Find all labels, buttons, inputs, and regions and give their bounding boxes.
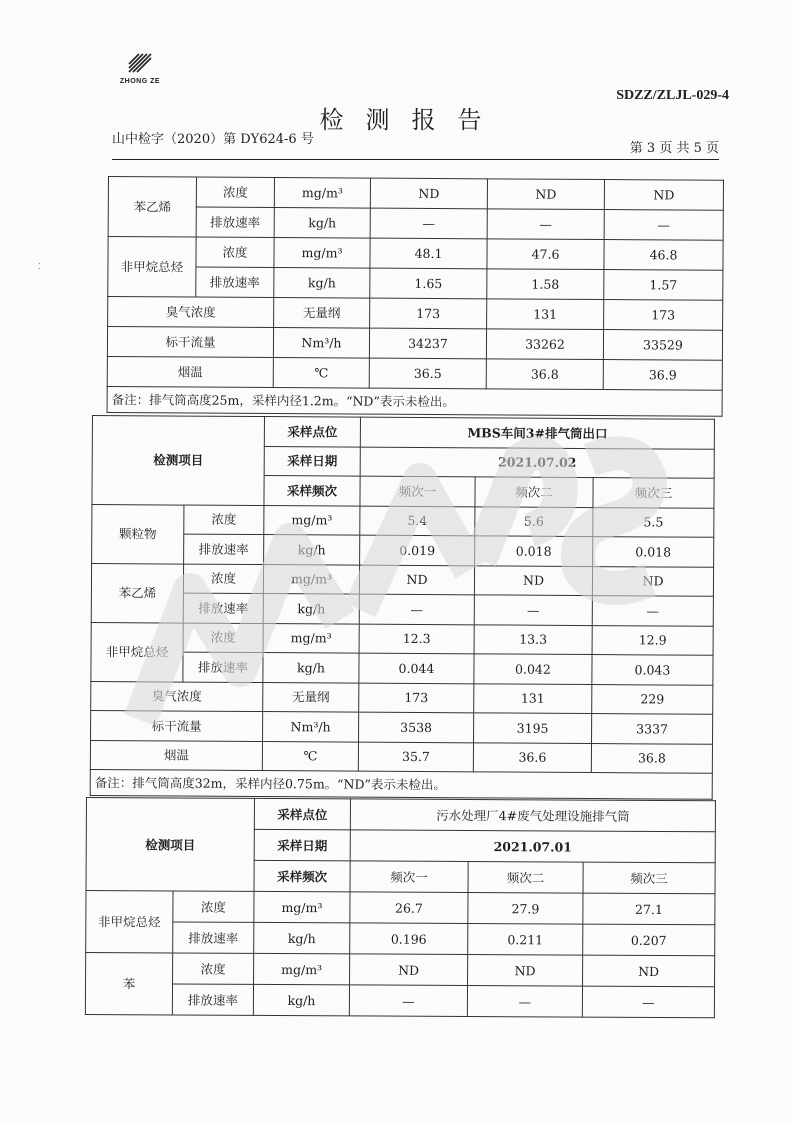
table-row [108, 177, 723, 211]
value-cell: — [370, 208, 487, 239]
value-cell: — [592, 596, 713, 626]
table-row [107, 356, 722, 390]
value-cell: ND [583, 955, 715, 987]
results-table-1 [107, 176, 724, 417]
value-cell: ND [370, 178, 487, 209]
item-name: 苯乙烯 [108, 177, 196, 238]
value-cell: 0.196 [350, 923, 468, 955]
unit-cell: 无量纲 [263, 682, 359, 712]
results-table-3 [85, 797, 716, 1018]
table-row [86, 922, 715, 956]
value-cell: 33529 [603, 330, 722, 361]
value-cell: 1.57 [604, 270, 723, 301]
unit-cell: mg/m³ [263, 564, 359, 594]
table-row [91, 622, 713, 655]
value-cell: 5.5 [593, 507, 714, 537]
report-number: 山中检字（2020）第 DY624-6 号 [112, 132, 314, 147]
unit-cell: kg/h [253, 984, 349, 1016]
sub-item: 排放速率 [183, 652, 263, 682]
sub-item: 浓度 [183, 564, 263, 594]
value-cell: 0.043 [592, 655, 713, 685]
value-cell: 36.8 [486, 359, 603, 390]
note-row [107, 386, 722, 416]
value-cell: 35.7 [358, 742, 473, 772]
unit-cell: mg/m³ [254, 891, 350, 923]
table-row [108, 207, 723, 241]
unit-cell: 无量纲 [274, 298, 370, 329]
value-cell: 229 [592, 684, 713, 714]
header-divider [112, 159, 719, 160]
point-label: 采样点位 [254, 798, 350, 830]
table-row [86, 891, 715, 925]
results-table-2 [90, 415, 715, 800]
freq-2: 频次二 [468, 862, 583, 894]
value-cell: 0.019 [360, 535, 475, 565]
item-name: 臭气浓度 [108, 297, 274, 328]
sub-item: 排放速率 [196, 267, 274, 297]
unit-cell: mg/m³ [264, 505, 360, 535]
value-cell: ND [359, 565, 474, 595]
sub-item: 排放速率 [173, 922, 254, 953]
sampling-point: 污水处理厂4#废气处理设施排气筒 [350, 799, 715, 832]
table-row [91, 710, 713, 743]
company-logo [116, 50, 164, 85]
item-name: 标干流量 [91, 710, 263, 741]
value-cell: 33262 [486, 329, 603, 360]
value-cell: 36.9 [603, 360, 722, 391]
unit-cell: kg/h [274, 208, 370, 239]
freq-label: 采样频次 [254, 860, 350, 892]
unit-cell: Nm³/h [273, 328, 369, 359]
value-cell: 173 [604, 300, 723, 331]
freq-label: 采样频次 [264, 476, 360, 506]
unit-cell: kg/h [263, 653, 359, 683]
value-cell: 131 [474, 683, 592, 713]
value-cell: 13.3 [474, 624, 592, 654]
freq-1: 频次一 [350, 861, 468, 893]
table-note: 备注：排气筒高度25m，采样内径1.2m。“ND”表示未检出。 [107, 386, 722, 416]
table-row [92, 534, 714, 567]
note-row [90, 769, 712, 799]
table-row [90, 740, 712, 773]
value-cell: 5.6 [475, 506, 593, 536]
page-number: 第 3 页 共 5 页 [629, 141, 719, 156]
value-cell: ND [468, 955, 583, 987]
unit-cell: Nm³/h [263, 712, 359, 742]
value-cell: 27.9 [468, 893, 583, 925]
value-cell: 173 [359, 683, 474, 713]
logo-text: ZHONG ZE [119, 78, 161, 85]
table-row [91, 651, 713, 684]
value-cell: — [349, 985, 467, 1017]
value-cell: — [467, 986, 582, 1018]
sub-item: 排放速率 [183, 593, 263, 623]
value-cell: 3538 [359, 712, 474, 742]
sub-item: 浓度 [183, 623, 263, 653]
freq-3: 频次三 [593, 478, 714, 508]
freq-2: 频次二 [475, 477, 593, 507]
value-cell: 1.58 [487, 269, 604, 300]
value-cell: ND [487, 179, 604, 210]
table-row [108, 237, 723, 271]
table-row [86, 798, 715, 832]
sub-item: 排放速率 [172, 984, 253, 1015]
value-cell: 47.6 [487, 239, 604, 270]
table-row [107, 327, 722, 361]
item-name: 标干流量 [107, 327, 273, 358]
value-cell: 3337 [592, 714, 713, 744]
table-row [92, 416, 714, 449]
item-name: 烟温 [107, 356, 273, 387]
page-title: 检测报告 [319, 106, 504, 134]
date-label: 采样日期 [264, 446, 360, 476]
scan-specks: ⁚ [38, 262, 41, 271]
table-row [86, 953, 715, 987]
item-name: 苯乙烯 [91, 563, 183, 623]
item-name: 颗粒物 [92, 504, 184, 564]
value-cell: 36.5 [369, 358, 486, 389]
value-cell: ND [350, 954, 468, 986]
item-name: 臭气浓度 [91, 681, 263, 712]
item-name: 苯 [85, 953, 172, 1015]
unit-cell: kg/h [254, 922, 350, 954]
table-row [92, 504, 714, 537]
table-row [85, 984, 714, 1018]
value-cell: 173 [370, 298, 487, 329]
value-cell: 0.042 [474, 654, 592, 684]
value-cell: — [359, 594, 474, 624]
unit-cell: mg/m³ [274, 238, 370, 269]
value-cell: 0.211 [468, 924, 583, 956]
value-cell: — [487, 209, 604, 240]
value-cell: — [474, 595, 592, 625]
sampling-date: 2021.07.02 [360, 447, 714, 479]
sub-item: 浓度 [184, 505, 264, 535]
value-cell: — [604, 210, 723, 241]
unit-cell: kg/h [263, 594, 359, 624]
unit-cell: ℃ [262, 741, 358, 771]
sub-item: 排放速率 [184, 534, 264, 564]
table-row [108, 267, 723, 301]
table-row [91, 563, 713, 596]
sub-item: 排放速率 [196, 207, 274, 237]
freq-3: 频次三 [583, 862, 715, 894]
value-cell: 26.7 [350, 892, 468, 924]
value-cell: — [582, 986, 714, 1018]
value-cell: 1.65 [370, 268, 487, 299]
value-cell: 48.1 [370, 238, 487, 269]
value-cell: 0.018 [593, 537, 714, 567]
value-cell: 36.6 [473, 742, 591, 772]
freq-1: 频次一 [360, 476, 475, 506]
table-row [91, 592, 713, 625]
value-cell: ND [474, 565, 592, 595]
item-name: 非甲烷总烃 [91, 622, 183, 682]
value-cell: 0.018 [475, 536, 593, 566]
unit-cell: kg/h [274, 268, 370, 299]
value-cell: 27.1 [583, 893, 715, 925]
item-name: 烟温 [90, 740, 262, 771]
unit-cell: ℃ [273, 358, 369, 389]
sub-item: 浓度 [196, 237, 274, 267]
value-cell: 12.3 [359, 624, 474, 654]
unit-cell: mg/m³ [263, 623, 359, 653]
item-name: 非甲烷总烃 [86, 891, 173, 953]
value-cell: 0.207 [583, 924, 715, 956]
logo-mark-icon [125, 50, 155, 76]
item-name: 非甲烷总烃 [108, 237, 196, 298]
table-row [108, 297, 723, 331]
unit-cell: mg/m³ [274, 178, 370, 209]
value-cell: 46.8 [604, 240, 723, 271]
document-code: SDZZ/ZLJL-029-4 [616, 88, 729, 103]
unit-cell: kg/h [264, 535, 360, 565]
item-header: 检测项目 [86, 798, 255, 892]
sub-item: 浓度 [173, 891, 254, 922]
value-cell: 131 [487, 299, 604, 330]
sub-item: 浓度 [173, 953, 254, 984]
item-header: 检测项目 [92, 416, 265, 506]
value-cell: ND [604, 180, 723, 211]
value-cell: 0.044 [359, 653, 474, 683]
point-label: 采样点位 [264, 417, 360, 447]
sub-item: 浓度 [196, 177, 274, 207]
sampling-point: MBS车间3#排气筒出口 [360, 417, 714, 449]
sampling-date: 2021.07.01 [350, 830, 715, 863]
value-cell: 12.9 [592, 625, 713, 655]
value-cell: 34237 [369, 328, 486, 359]
date-label: 采样日期 [254, 829, 350, 861]
table-row [91, 681, 713, 714]
unit-cell: mg/m³ [254, 953, 350, 985]
value-cell: 3195 [474, 713, 592, 743]
value-cell: ND [592, 566, 713, 596]
table-note: 备注：排气筒高度32m，采样内径0.75m。“ND”表示未检出。 [90, 769, 712, 799]
value-cell: 36.8 [591, 743, 712, 773]
value-cell: 5.4 [360, 506, 475, 536]
